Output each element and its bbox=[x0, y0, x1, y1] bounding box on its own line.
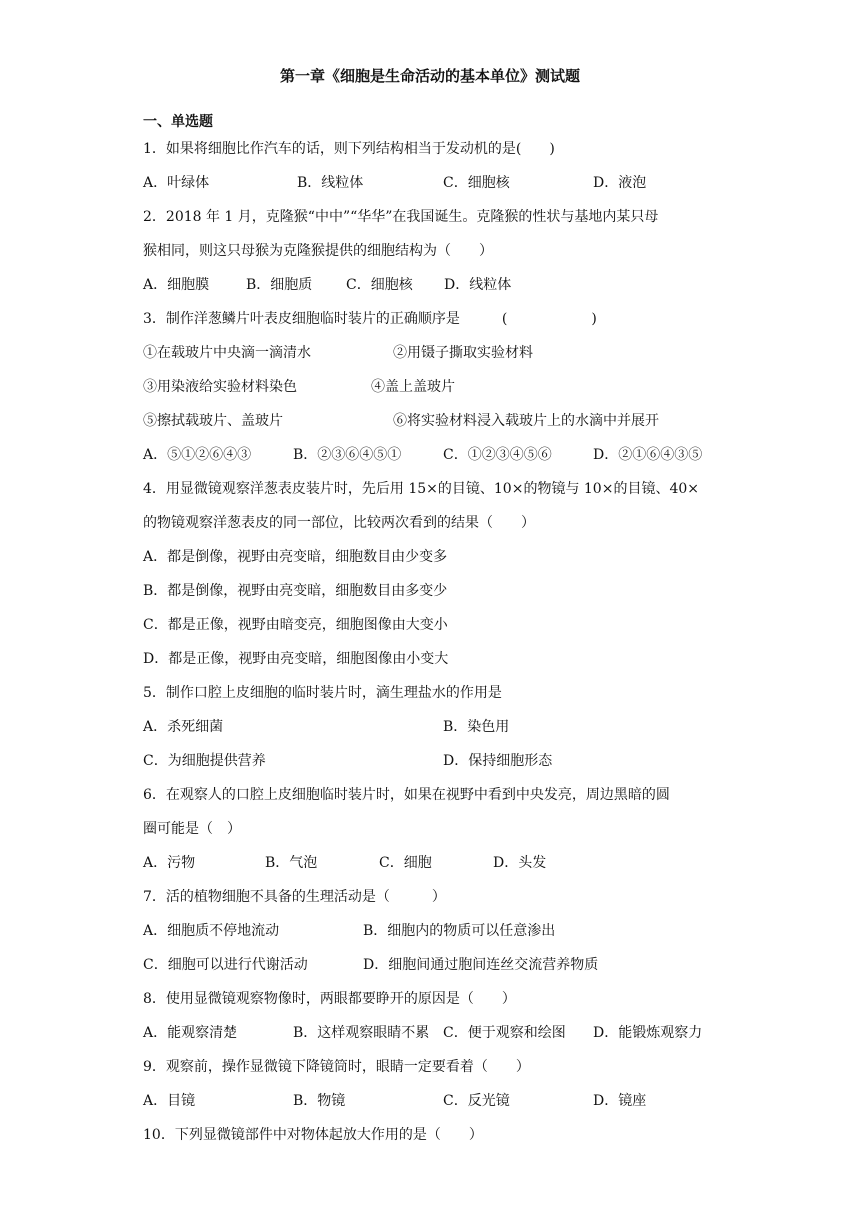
question-10: 10．下列显微镜部件中对物体起放大作用的是（ ） bbox=[143, 1127, 483, 1143]
question-4-option-c: C．都是正像，视野由暗变亮，细胞图像由大变小 bbox=[143, 617, 448, 633]
option-a: A．叶绿体 bbox=[143, 175, 210, 191]
option-c: C．反光镜 bbox=[443, 1093, 510, 1109]
option-b: B．染色用 bbox=[443, 719, 510, 735]
question-7-options-row-2 bbox=[143, 954, 718, 988]
question-4-option-b: B．都是倒像，视野由亮变暗，细胞数目由多变少 bbox=[143, 583, 448, 599]
option-b: B．气泡 bbox=[265, 855, 318, 871]
question-7: 7．活的植物细胞不具备的生理活动是（ ） bbox=[143, 889, 446, 905]
step-1: ①在载玻片中央滴一滴清水 bbox=[143, 345, 311, 361]
question-6-options bbox=[143, 852, 718, 886]
question-3-options bbox=[143, 444, 718, 478]
question-6: 6．在观察人的口腔上皮细胞临时装片时，如果在视野中看到中央发亮，周边黑暗的圆 bbox=[143, 787, 670, 803]
option-c: C．①②③④⑤⑥ bbox=[443, 447, 552, 463]
question-3-steps-row-1 bbox=[143, 342, 718, 376]
option-d: D．保持细胞形态 bbox=[443, 753, 553, 769]
section-heading: 一、单选题 bbox=[143, 114, 213, 130]
step-6: ⑥将实验材料浸入载玻片上的水滴中并展开 bbox=[393, 413, 659, 429]
question-4: 4．用显微镜观察洋葱表皮装片时，先后用 15×的目镜、10×的物镜与 10×的目镜、40× bbox=[143, 481, 699, 497]
question-4-option-a: A．都是倒像，视野由亮变暗，细胞数目由少变多 bbox=[143, 549, 448, 565]
question-9: 9．观察前，操作显微镜下降镜筒时，眼睛一定要看着（ ） bbox=[143, 1059, 530, 1075]
option-b: B．线粒体 bbox=[297, 175, 364, 191]
option-b: B．细胞内的物质可以任意渗出 bbox=[363, 923, 556, 939]
option-a: A．杀死细菌 bbox=[143, 719, 224, 735]
option-b: B．细胞质 bbox=[246, 277, 313, 293]
question-6-cont: 圈可能是（ ） bbox=[143, 821, 241, 837]
question-7-options-row-1 bbox=[143, 920, 718, 954]
option-d: D．头发 bbox=[493, 855, 547, 871]
option-b: B．物镜 bbox=[293, 1093, 346, 1109]
option-c: C．细胞核 bbox=[346, 277, 413, 293]
option-c: C．为细胞提供营养 bbox=[143, 753, 266, 769]
question-1-options bbox=[143, 172, 718, 206]
option-d: D．细胞间通过胞间连丝交流营养物质 bbox=[363, 957, 599, 973]
option-b: B．②③⑥④⑤① bbox=[293, 447, 402, 463]
question-3-steps-row-2 bbox=[143, 376, 718, 410]
question-9-options bbox=[143, 1090, 718, 1124]
step-2: ②用镊子撕取实验材料 bbox=[393, 345, 533, 361]
question-8-options bbox=[143, 1022, 718, 1056]
question-list bbox=[143, 138, 718, 1158]
option-d: D．镜座 bbox=[593, 1093, 647, 1109]
option-c: C．细胞核 bbox=[443, 175, 510, 191]
question-3: 3．制作洋葱鳞片叶表皮细胞临时装片的正确顺序是 ( ) bbox=[143, 311, 597, 327]
question-5-options-row-1 bbox=[143, 716, 718, 750]
step-4: ④盖上盖玻片 bbox=[371, 379, 455, 395]
option-c: C．细胞 bbox=[379, 855, 432, 871]
option-a: A．目镜 bbox=[143, 1093, 196, 1109]
question-2-cont: 猴相同，则这只母猴为克隆猴提供的细胞结构为（ ） bbox=[143, 243, 493, 259]
option-b: B．这样观察眼睛不累 bbox=[293, 1025, 430, 1041]
option-a: A．污物 bbox=[143, 855, 196, 871]
question-4-option-d: D．都是正像，视野由亮变暗，细胞图像由小变大 bbox=[143, 651, 449, 667]
option-c: C．细胞可以进行代谢活动 bbox=[143, 957, 308, 973]
step-5: ⑤擦拭载玻片、盖玻片 bbox=[143, 413, 283, 429]
question-5-options-row-2 bbox=[143, 750, 718, 784]
option-d: D．能锻炼观察力 bbox=[593, 1025, 703, 1041]
question-5: 5．制作口腔上皮细胞的临时装片时，滴生理盐水的作用是 bbox=[143, 685, 502, 701]
option-d: D．线粒体 bbox=[444, 277, 512, 293]
question-2: 2．2018 年 1 月，克隆猴“中中”“华华”在我国诞生。克隆猴的性状与基地内某只母 bbox=[143, 209, 659, 225]
option-d: D．液泡 bbox=[593, 175, 647, 191]
page-title: 第一章《细胞是生命活动的基本单位》测试题 bbox=[279, 67, 580, 85]
step-3: ③用染液给实验材料染色 bbox=[143, 379, 297, 395]
option-a: A．⑤①②⑥④③ bbox=[143, 447, 252, 463]
question-2-options bbox=[143, 274, 718, 308]
option-c: C．便于观察和绘图 bbox=[443, 1025, 566, 1041]
option-a: A．细胞质不停地流动 bbox=[143, 923, 280, 939]
option-d: D．②①⑥④③⑤ bbox=[593, 447, 703, 463]
question-3-steps-row-3 bbox=[143, 410, 718, 444]
question-4-cont: 的物镜观察洋葱表皮的同一部位，比较两次看到的结果（ ） bbox=[143, 515, 535, 531]
question-1: 1．如果将细胞比作汽车的话，则下列结构相当于发动机的是( ) bbox=[143, 141, 555, 157]
option-a: A．能观察清楚 bbox=[143, 1025, 238, 1041]
question-8: 8．使用显微镜观察物像时，两眼都要睁开的原因是（ ） bbox=[143, 991, 516, 1007]
option-a: A．细胞膜 bbox=[143, 277, 210, 293]
